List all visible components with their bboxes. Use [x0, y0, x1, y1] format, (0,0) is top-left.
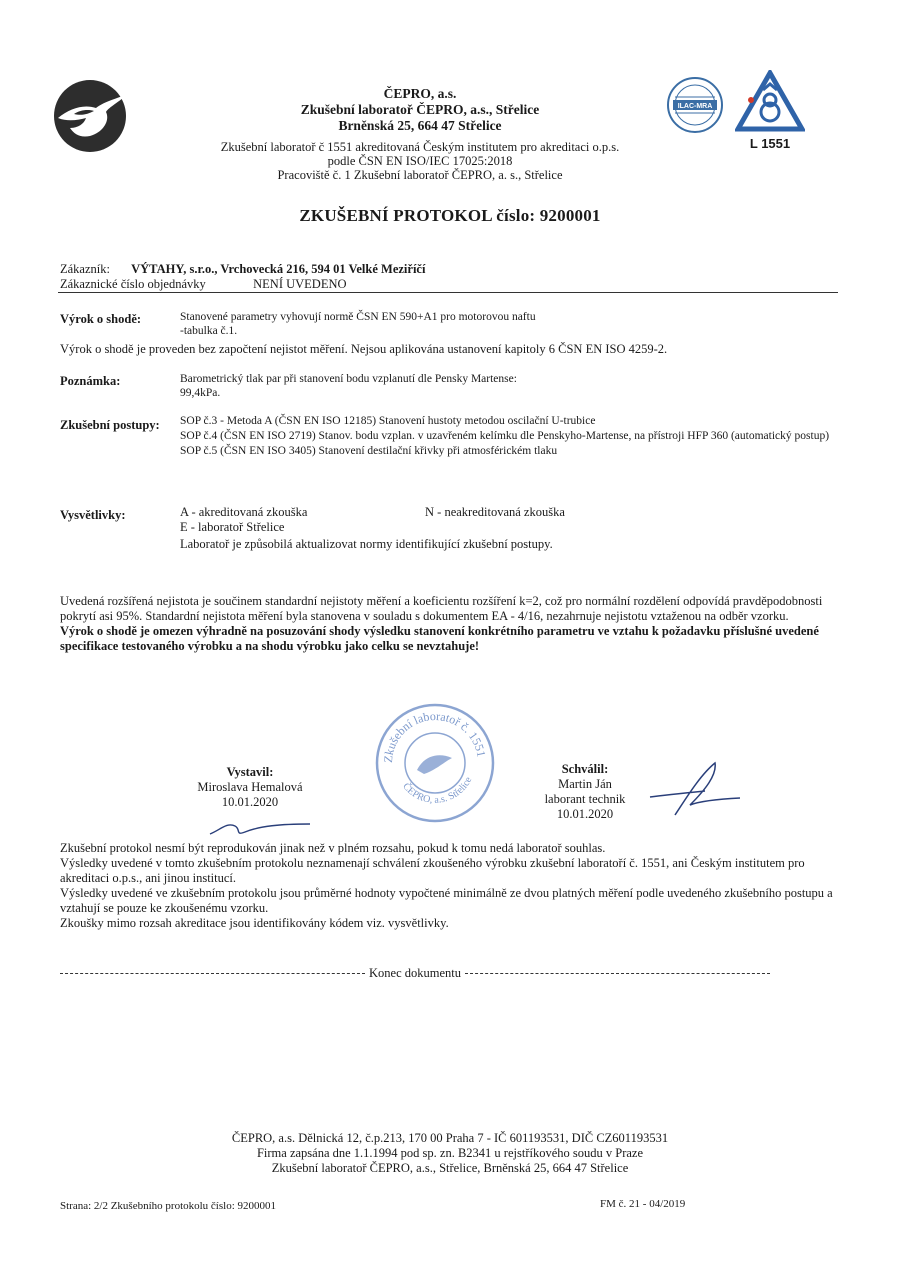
accreditation-info	[180, 140, 660, 182]
approved-by-name: Martin Ján	[558, 777, 612, 791]
conformity-limitation: Výrok o shodě je omezen výhradně na posuzování shody výsledku stanovení konkrétního parametru ve vztahu k požadavku příslušné uvedené specifikace testovaného výrobku a na shodu výrobku jako celku se nevztahuje!	[60, 624, 819, 653]
footer-line: Firma zapsána dne 1.1.1994 pod sp. zn. B2341 u rejstříkového soudu v Praze	[256, 1146, 644, 1160]
lab-address: Brněnská 25, 664 47 Střelice	[338, 118, 502, 133]
stamp-text: Zkušební laboratoř č. 1551	[380, 708, 489, 764]
issued-by-name: Miroslava Hemalová	[197, 780, 303, 794]
uncertainty-text: Uvedená rozšířená nejistota je součinem standardní nejistoty měření a koeficientu rozšíření k=2, což pro normální rozdělení odpovídá pravděpodobnosti pokrytí asi 95%. Standardní nejistota měření byla stanovena v souladu s dokumentem EA - 4/16, nezahrnuje nejistotu vztaženou na odběr vzorku.	[60, 594, 823, 623]
approved-by-date: 10.01.2020	[556, 807, 614, 821]
stamp-bottom-text: ČEPRO, a.s. Střelice	[400, 775, 475, 806]
lab-name: Zkušební laboratoř ČEPRO, a.s., Střelice	[300, 102, 540, 117]
conformity-note: Výrok o shodě je proveden bez započtení nejistot měření. Nejsou aplikována ustanovení kapitoly 6 ČSN EN ISO 4259-2.	[60, 342, 668, 356]
conformity-label: Výrok o shodě:	[60, 312, 142, 326]
customer-block	[60, 262, 840, 292]
end-label: Konec dokumentu	[369, 966, 461, 980]
legend-lab-strelice: E - laboratoř Střelice	[180, 520, 285, 534]
approver-signature	[645, 755, 745, 820]
issued-by-date: 10.01.2020	[221, 795, 279, 809]
order-number-value: NENÍ UVEDENO	[253, 277, 347, 291]
conformity-line: Stanovené parametry vyhovují normě ČSN EN 590+A1 pro motorovou naftu	[180, 311, 536, 323]
conformity-text	[180, 310, 780, 338]
procedure-item: SOP č.3 - Metoda A (ČSN EN ISO 12185) Stanovení hustoty metodou oscilační U-trubice	[180, 415, 596, 427]
customer-label: Zákazník:	[60, 262, 110, 276]
customer-value: VÝTAHY, s.r.o., Vrchovecká 216, 594 01 Velké Meziříčí	[131, 262, 426, 276]
accreditation-standard: podle ČSN EN ISO/IEC 17025:2018	[327, 154, 513, 168]
approved-by-block	[530, 762, 640, 822]
issued-by-label: Vystavil:	[226, 765, 274, 779]
protocol-notes	[60, 841, 850, 931]
org-name: ČEPRO, a.s.	[383, 86, 457, 101]
issued-by-block	[190, 765, 310, 810]
note-line: Výsledky uvedené v tomto zkušebním protokolu neznamenají schválení zkoušeného výrobku zkušební laboratoří č. 1551, ani Českým institutem pro akreditaci o.p.s., ani jinou institucí.	[60, 856, 805, 885]
page-number: Strana: 2/2 Zkušebního protokolu číslo: 9200001	[60, 1200, 277, 1212]
accreditation-code: L 1551	[749, 136, 791, 151]
form-number: FM č. 21 - 04/2019	[600, 1198, 686, 1210]
dashed-rule	[60, 973, 365, 974]
note-line: Zkušební protokol nesmí být reprodukován jinak než v plném rozsahu, pokud k tomu nedá laboratoř souhlas.	[60, 841, 606, 855]
legend-non-accredited: N - neakreditovaná zkouška	[425, 505, 565, 519]
remark-label: Poznámka:	[60, 374, 121, 388]
order-number-label: Zákaznické číslo objednávky	[60, 277, 206, 291]
cepro-hummingbird-logo	[50, 78, 130, 154]
protocol-title: ZKUŠEBNÍ PROTOKOL číslo: 9200001	[299, 206, 601, 225]
footer-line: Zkušební laboratoř ČEPRO, a.s., Střelice, Brněnská 25, 664 47 Střelice	[271, 1161, 629, 1175]
cai-accreditation-logo	[735, 70, 805, 132]
lab-stamp	[372, 700, 498, 826]
procedure-item: SOP č.4 (ČSN EN ISO 2719) Stanov. bodu vzplan. v uzavřeném kelímku dle Penskyho-Martense, na přístroji HFP 360 (automatický postup)	[180, 430, 830, 442]
approved-by-label: Schválil:	[561, 762, 609, 776]
legend-accredited: A - akreditovaná zkouška	[180, 505, 308, 519]
ilac-mra-logo	[665, 75, 725, 135]
end-of-document	[60, 966, 770, 981]
uncertainty-block	[60, 594, 850, 654]
procedure-item: SOP č.5 (ČSN EN ISO 3405) Stanovení destilační křivky při atmosférickém tlaku	[180, 445, 558, 457]
approved-by-role: laborant technik	[544, 792, 626, 806]
conformity-line: -tabulka č.1.	[180, 325, 238, 337]
procedures-list	[180, 414, 860, 459]
note-line: Zkoušky mimo rozsah akreditace jsou identifikovány kódem viz. vysvětlivky.	[60, 916, 449, 930]
dashed-rule	[465, 973, 770, 974]
divider	[58, 292, 838, 293]
procedures-label: Zkušební postupy:	[60, 418, 160, 432]
legend-label: Vysvětlivky:	[60, 508, 126, 522]
issuer-signature	[205, 812, 315, 842]
remark-line: Barometrický tlak par při stanovení bodu vzplanutí dle Pensky Martense:	[180, 373, 517, 385]
remark-line: 99,4kPa.	[180, 387, 221, 399]
ilac-label: ILAC-MRA	[677, 103, 713, 110]
accreditation-line: Zkušební laboratoř č 1551 akreditovaná Českým institutem pro akreditaci o.p.s.	[220, 140, 620, 154]
company-footer	[0, 1131, 900, 1176]
note-line: Výsledky uvedené ve zkušebním protokolu jsou průměrné hodnoty vypočtené minimálně ze dvou platných měření podle uvedeného zkušebního postupu a vztahují se pouze ke zkoušenému vzorku.	[60, 886, 833, 915]
remark-text	[180, 372, 780, 400]
legend-lab-note: Laboratoř je způsobilá aktualizovat normy identifikující zkušební postupy.	[180, 537, 553, 551]
footer-line: ČEPRO, a.s. Dělnická 12, č.p.213, 170 00 Praha 7 - IČ 601193531, DIČ CZ601193531	[231, 1131, 669, 1145]
workplace-line: Pracoviště č. 1 Zkušební laboratoř ČEPRO, a. s., Střelice	[277, 168, 563, 182]
lab-header	[180, 86, 660, 134]
